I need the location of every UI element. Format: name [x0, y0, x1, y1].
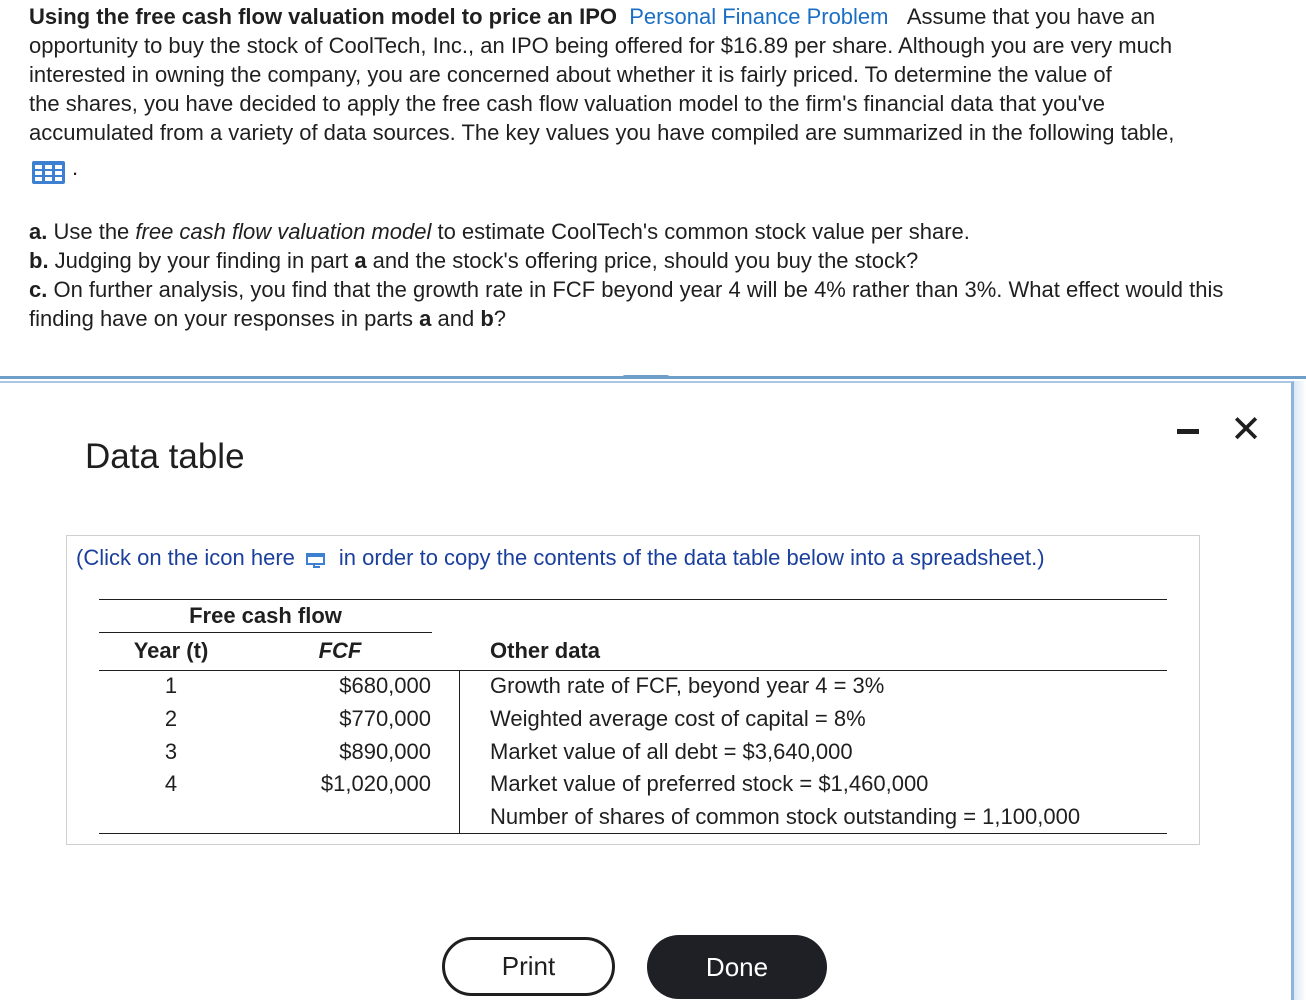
question-c [29, 275, 1304, 304]
fcf-group-header: Free cash flow [189, 603, 342, 628]
close-button[interactable] [1228, 409, 1264, 451]
row-4-year: 4 [164, 771, 178, 796]
question-c-line2-mid: and [431, 306, 481, 331]
question-c-line2-post: ? [493, 306, 507, 331]
modal-scroll-edge [1294, 381, 1306, 1000]
row-4-fcf: $1,020,000 [320, 771, 431, 796]
row-2-year: 2 [164, 706, 178, 731]
question-b-bold: a [354, 248, 367, 273]
row-5-other: Number of shares of common stock outstanding = 1,100,000 [490, 804, 1081, 829]
problem-text-2: opportunity to buy the stock of CoolTech, Inc., an IPO being offered for $16.89 per share. Although you are very much [29, 33, 1173, 58]
question-c-part-a: a [419, 306, 432, 331]
table-bottom-rule [99, 833, 1167, 834]
question-b-text-pre: Judging by your finding in part [48, 248, 355, 273]
problem-statement [29, 2, 1299, 147]
modal-title: Data table [85, 437, 245, 476]
row-1-fcf: $680,000 [339, 673, 431, 698]
question-c-line2 [29, 304, 1304, 333]
row-4-other: Market value of preferred stock = $1,460,000 [490, 771, 929, 796]
row-1-other: Growth rate of FCF, beyond year 4 = 3% [490, 673, 885, 698]
modal-drag-handle[interactable] [622, 375, 670, 379]
header-rule [99, 670, 1167, 671]
table-top-rule [99, 599, 1167, 600]
grid-table-icon[interactable] [31, 160, 66, 185]
question-a-label: a. [29, 219, 48, 244]
row-3-year: 3 [164, 739, 178, 764]
copy-note-post: in order to copy the contents of the data table below into a spreadsheet.) [338, 545, 1045, 570]
question-c-label: c. [29, 277, 48, 302]
question-b [29, 246, 1304, 275]
row-2-other: Weighted average cost of capital = 8% [490, 706, 866, 731]
row-1-year: 1 [164, 673, 178, 698]
question-a-italic: free cash flow valuation model [135, 219, 432, 244]
copy-note [76, 545, 1045, 571]
question-b-label: b. [29, 248, 49, 273]
row-2-fcf: $770,000 [339, 706, 431, 731]
row-3-fcf: $890,000 [339, 739, 431, 764]
row-3-other: Market value of all debt = $3,640,000 [490, 739, 853, 764]
table-icon-line [31, 155, 79, 186]
col-header-fcf: FCF [318, 638, 362, 663]
question-a [29, 217, 1304, 246]
copy-spreadsheet-icon[interactable] [305, 549, 329, 567]
minimize-button[interactable] [1175, 420, 1203, 440]
close-icon: ✕ [1230, 409, 1262, 451]
done-button[interactable]: Done [647, 935, 827, 999]
col-header-year: Year (t) [133, 638, 209, 663]
question-c-text: On further analysis, you find that the growth rate in FCF beyond year 4 will be 4% rather than 3%. What effect would this [47, 277, 1224, 302]
minimize-icon [1177, 429, 1199, 434]
problem-text-5: accumulated from a variety of data sources. The key values you have compiled are summarized in the following table, [29, 120, 1175, 145]
question-c-part-b: b [480, 306, 494, 331]
question-b-text-post: and the stock's offering price, should you buy the stock? [366, 248, 919, 273]
question-a-text-pre: Use the [47, 219, 136, 244]
period: . [72, 155, 79, 180]
problem-text-4: the shares, you have decided to apply the free cash flow valuation model to the firm's financial data that you've [29, 91, 1106, 116]
problem-text-3: interested in owning the company, you are concerned about whether it is fairly priced. To determine the value of [29, 62, 1112, 87]
problem-text-1: Assume that you have an [906, 4, 1156, 29]
question-c-line2-pre: finding have on your responses in parts [29, 306, 420, 331]
fcf-group-rule [99, 632, 432, 633]
copy-note-pre: (Click on the icon here [76, 545, 295, 570]
print-button[interactable]: Print [442, 937, 615, 996]
col-header-other: Other data [490, 638, 601, 663]
personal-finance-link[interactable]: Personal Finance Problem [629, 4, 889, 29]
question-a-text-post: to estimate CoolTech's common stock value per share. [431, 219, 970, 244]
problem-title: Using the free cash flow valuation model to price an IPO [29, 4, 618, 29]
column-divider [459, 670, 460, 834]
questions [29, 217, 1304, 333]
